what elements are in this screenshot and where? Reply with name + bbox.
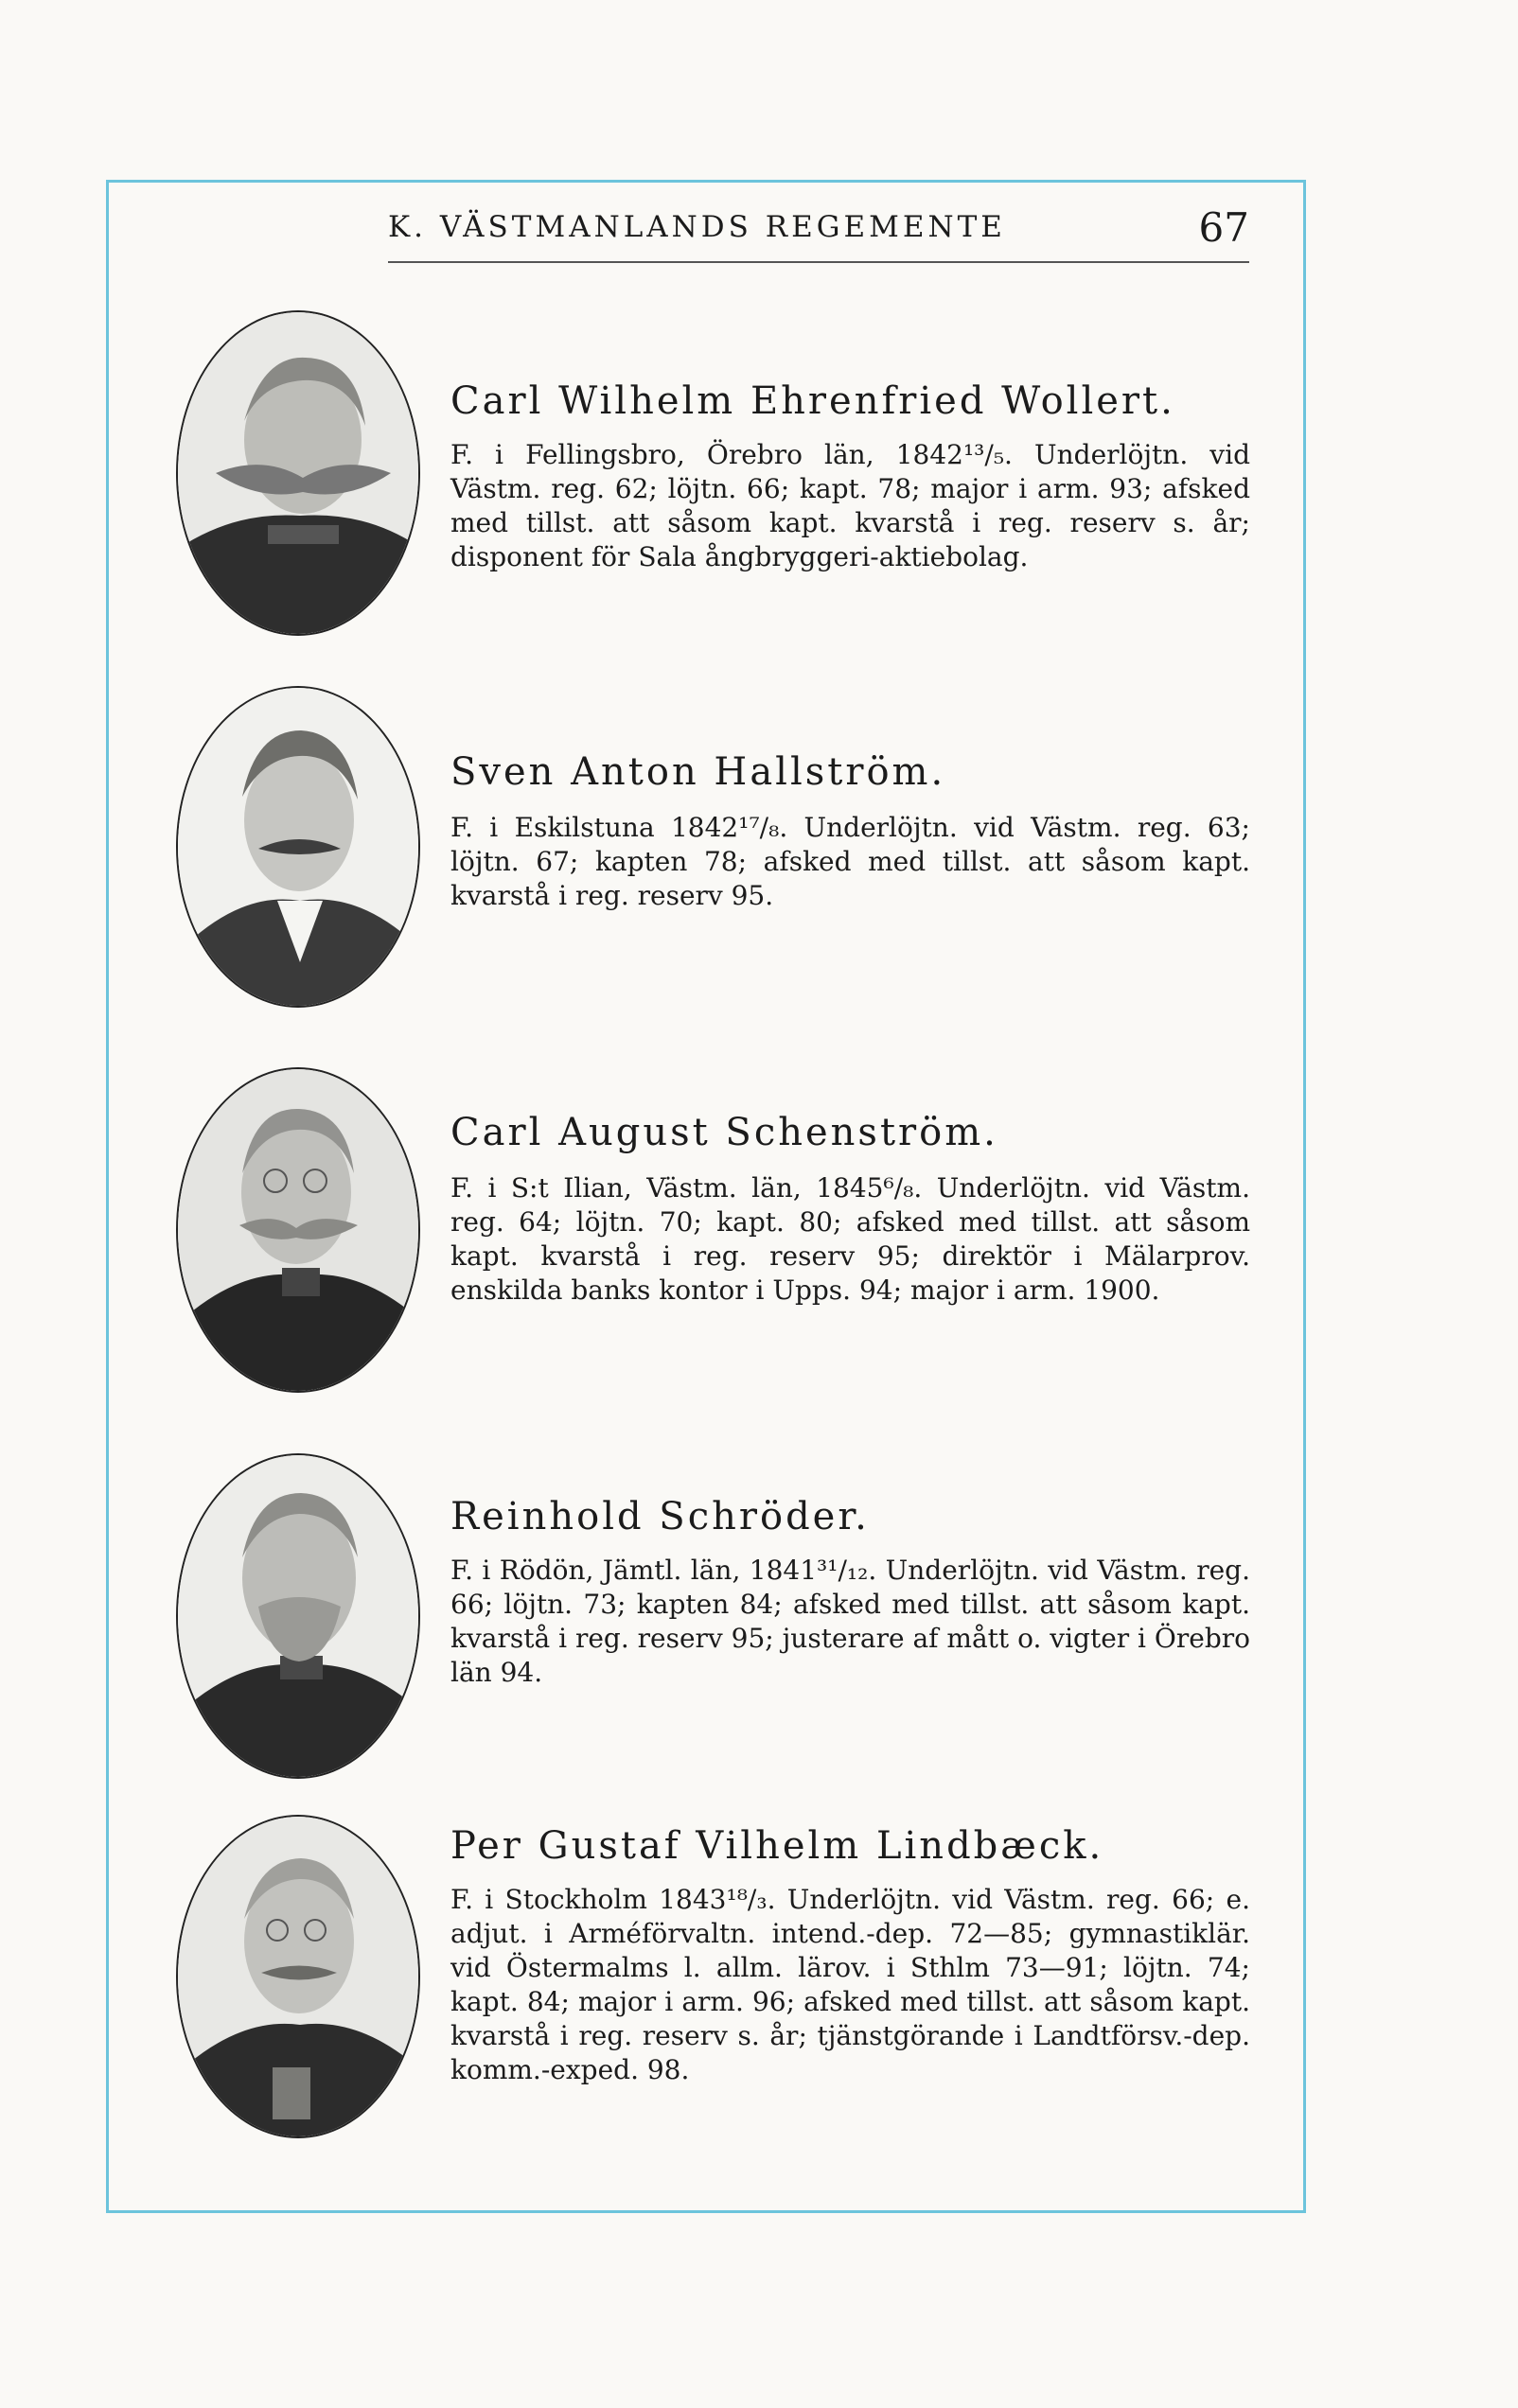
- portrait-photo: [176, 310, 420, 636]
- running-header: [388, 204, 1249, 265]
- entry-bio: F. i Fellingsbro, Örebro län, 1842¹³/₅. Underlöjtn. vid Västm. reg. 62; löjtn. 66; kapt. 78; major i arm. 93; afsked med tillst. att såsom kapt. kvarstå i reg. reserv s. år; disponent för Sala ångbryggeri-aktiebolag.: [450, 439, 1250, 572]
- entry-name: Carl Wilhelm Ehrenfried Wollert.: [450, 379, 1175, 423]
- entry-name: Reinhold Schröder.: [450, 1495, 870, 1538]
- entry-bio: F. i Eskilstuna 1842¹⁷/₈. Underlöjtn. vid Västm. reg. 63; löjtn. 67; kapten 78; afsked med tillst. att såsom kapt. kvarstå i reg. reserv 95.: [450, 812, 1250, 911]
- entry-name: Per Gustaf Vilhelm Lindbæck.: [450, 1824, 1104, 1868]
- entry-bio: F. i Rödön, Jämtl. län, 1841³¹/₁₂. Underlöjtn. vid Västm. reg. 66; löjtn. 73; kapten 84; afsked med tillst. att såsom kapt. kvarstå i reg. reserv 95; justerare af mått o. vigter i Örebro län 94.: [450, 1555, 1250, 1688]
- portrait-photo: [176, 1815, 420, 2138]
- header-title: K. VÄSTMANLANDS REGEMENTE: [388, 210, 1006, 244]
- portrait-photo: [176, 1067, 420, 1393]
- entry-name: Carl August Schenström.: [450, 1111, 998, 1154]
- portrait-photo: [176, 686, 420, 1008]
- entry-bio: F. i Stockholm 1843¹⁸/₃. Underlöjtn. vid Västm. reg. 66; e. adjut. i Arméförvaltn. intend.-dep. 72—85; gymnastiklär. vid Östermalms l. allm. lärov. i Sthlm 73—91; löjtn. 74; kapt. 84; major i arm. 96; afsked med tillst. att såsom kapt. kvarstå i reg. reserv s. år; tjänstgörande i Landtförsv.-dep. komm.-exped. 98.: [450, 1884, 1250, 2085]
- page-number: 67: [1198, 204, 1249, 251]
- entry-name: Sven Anton Hallström.: [450, 750, 946, 794]
- header-rule: [388, 261, 1249, 263]
- portrait-photo: [176, 1453, 420, 1779]
- entry-bio: F. i S:t Ilian, Västm. län, 1845⁶/₈. Underlöjtn. vid Västm. reg. 64; löjtn. 70; kapt. 80; afsked med tillst. att såsom kapt. kvarstå i reg. reserv 95; direktör i Mälarprov. enskilda banks kontor i Upps. 94; major i arm. 1900.: [450, 1172, 1250, 1306]
